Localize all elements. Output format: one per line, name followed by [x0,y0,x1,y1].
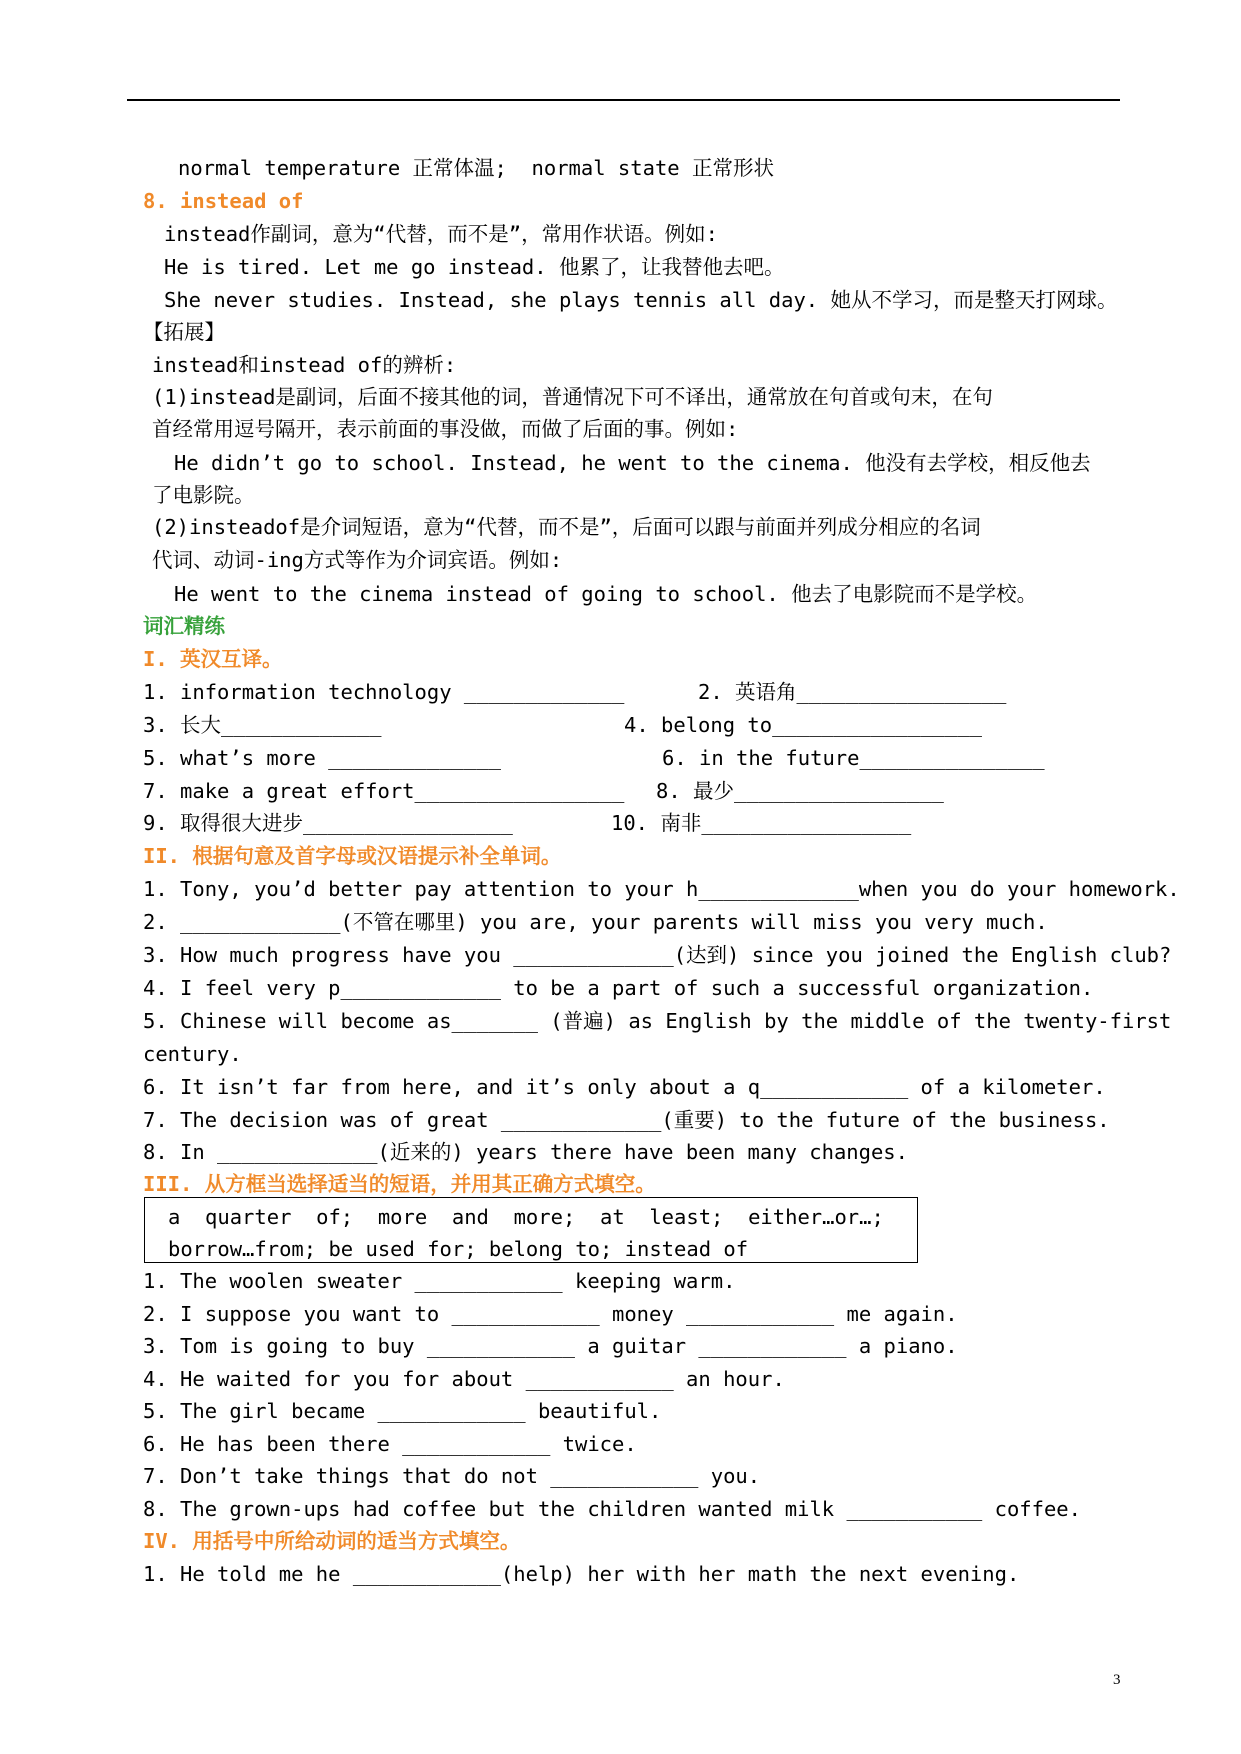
extension-line1: instead和instead of的辨析: [152,353,457,377]
sec2-q4: 4. I feel very p_____________ to be a part of such a successful organization. [143,976,1094,1000]
extension-line5: 了电影院。 [152,483,255,507]
sec3-q6: 6. He has been there ____________ twice. [143,1432,637,1456]
sec2-q5-cont: century. [143,1042,242,1066]
extension-line3: 首经常用逗号隔开，表示前面的事没做，而做了后面的事。例如: [152,417,739,441]
sec2-q5: 5. Chinese will become as_______ (普遍) as English by the middle of the twenty-first [143,1009,1172,1033]
sec1-q1: 1. information technology _____________ [143,680,625,704]
sec1-q4: 4. belong to_________________ [624,713,982,737]
item8-line2: He is tired. Let me go instead. 他累了，让我替他去吧。 [164,255,785,279]
sec3-q2: 2. I suppose you want to ____________ money ____________ me again. [143,1302,958,1326]
extension-line8: He went to the cinema instead of going to school. 他去了电影院而不是学校。 [174,582,1038,606]
sec4-q1: 1. He told me he ____________(help) her with her math the next evening. [143,1562,1020,1586]
sec1-q2: 2. 英语角_________________ [698,680,1007,704]
extension-line4: He didn’t go to school. Instead, he went to the cinema. 他没有去学校，相反他去 [174,451,1091,475]
intro-line: normal temperature 正常体温; normal state 正常形状 [178,156,774,180]
sec2-q6: 6. It isn’t far from here, and it’s only about a q____________ of a kilometer. [143,1075,1106,1099]
phrase-box-line2: borrow…from; be used for; belong to; instead of [168,1237,749,1261]
sec2-q1: 1. Tony, you’d better pay attention to your h_____________when you do your homework. [143,877,1180,901]
extension-title: 【拓展】 [143,320,225,344]
sec1-q10: 10. 南非_________________ [611,811,912,835]
sec2-q7: 7. The decision was of great _____________(重要) to the future of the business. [143,1108,1110,1132]
sec3-q4: 4. He waited for you for about ____________ an hour. [143,1367,785,1391]
sec3-q7: 7. Don’t take things that do not ____________ you. [143,1464,761,1488]
extension-line7: 代词、动词-ing方式等作为介词宾语。例如: [152,548,563,572]
sec2-q3: 3. How much progress have you _____________(达到) since you joined the English club? [143,943,1172,967]
page-number: 3 [1113,1672,1121,1688]
sec1-q7: 7. make a great effort_________________ [143,779,625,803]
header-rule [127,99,1120,101]
sec1-q6: 6. in the future_______________ [662,746,1045,770]
sec2-q8: 8. In _____________(近来的) years there have been many changes. [143,1140,908,1164]
phrase-box-line1: a quarter of; more and more; at least; either…or…; [168,1205,884,1229]
sec1-q5: 5. what’s more ______________ [143,746,501,770]
item8-line1: instead作副词，意为“代替，而不是”，常用作状语。例如: [164,222,718,246]
sec1-q3: 3. 长大_____________ [143,713,382,737]
sec3-q1: 1. The woolen sweater ____________ keeping warm. [143,1269,736,1293]
vocab-heading: 词汇精练 [143,614,225,638]
item8-title: 8. instead of [143,189,304,213]
sec1-q8: 8. 最少_________________ [656,779,944,803]
sec2-title: II. 根据句意及首字母或汉语提示补全单词。 [143,844,562,868]
sec4-title: IV. 用括号中所给动词的适当方式填空。 [143,1529,521,1553]
sec2-q2: 2. _____________(不管在哪里) you are, your parents will miss you very much. [143,910,1048,934]
extension-line6: (2)insteadof是介词短语，意为“代替，而不是”，后面可以跟与前面并列成分相应的名词 [152,515,981,539]
sec3-q8: 8. The grown-ups had coffee but the children wanted milk ___________ coffee. [143,1497,1081,1521]
sec3-q5: 5. The girl became ____________ beautiful. [143,1399,662,1423]
sec3-q3: 3. Tom is going to buy ____________ a guitar ____________ a piano. [143,1334,958,1358]
extension-line2: (1)instead是副词，后面不接其他的词，普通情况下可不译出，通常放在句首或句末，在句 [152,385,993,409]
item8-line3: She never studies. Instead, she plays tennis all day. 她从不学习，而是整天打网球。 [164,288,1118,312]
sec1-q9: 9. 取得很大进步_________________ [143,811,513,835]
sec3-title: III. 从方框当选择适当的短语，并用其正确方式填空。 [143,1172,656,1196]
sec1-title: I. 英汉互译。 [143,647,283,671]
